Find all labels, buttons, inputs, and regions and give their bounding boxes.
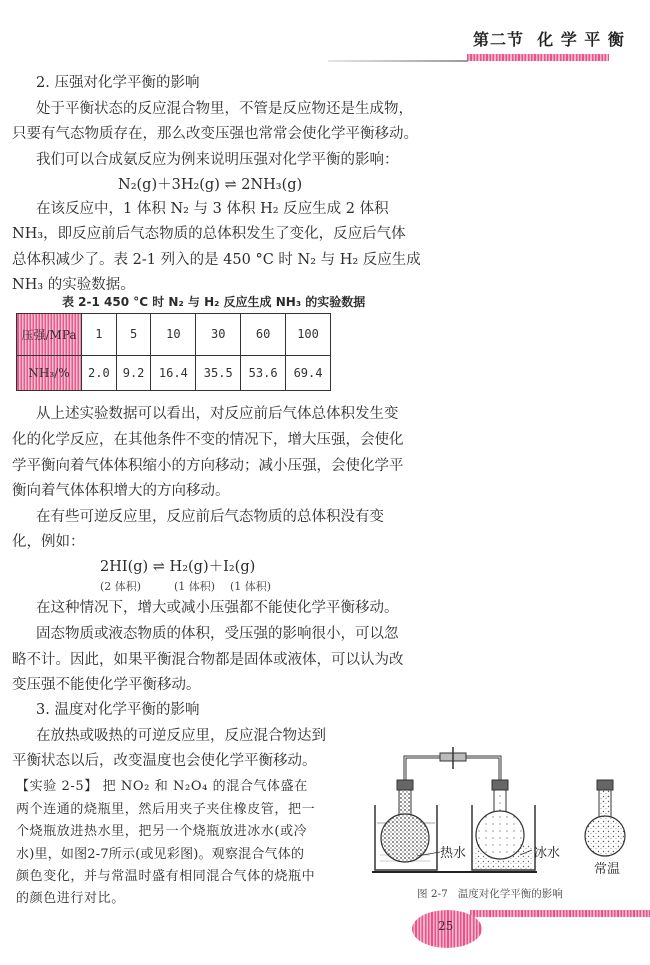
table-cell: 1 xyxy=(82,314,117,356)
table-cell: 16.4 xyxy=(151,355,196,390)
paragraph-line: 衡向着气体体积增大的方向移动。 xyxy=(12,483,230,499)
experiment-line: 两个连通的烧瓶里，然后用夹子夹住橡皮管，把一 xyxy=(16,802,316,817)
figure-flasks xyxy=(372,745,650,885)
table-row-pressure xyxy=(17,314,331,356)
table-cell: 9.2 xyxy=(116,355,151,390)
page-number: 25 xyxy=(438,919,454,933)
experiment-line: 的颜色进行对比。 xyxy=(16,891,125,906)
table-cell: 35.5 xyxy=(196,355,241,390)
section-heading: 2. 压强对化学平衡的影响 xyxy=(36,75,200,91)
volume-note: (1 体积) xyxy=(174,580,216,593)
experiment-line: 水)里，如图2-7所示(或见彩图)。观察混合气体的 xyxy=(16,847,305,862)
table-cell: 30 xyxy=(196,314,241,356)
paragraph-line: 总体积减少了。表 2-1 列入的是 450 °C 时 N₂ 与 H₂ 反应生成 xyxy=(12,252,421,268)
paragraph-line: 在这种情况下，增大或减小压强都不能使化学平衡移动。 xyxy=(36,600,399,616)
paragraph-line: NH₃ 的实验数据。 xyxy=(12,277,135,293)
header-rule xyxy=(328,60,468,62)
paragraph-line: 处于平衡状态的反应混合物里，不管是反应物还是生成物， xyxy=(36,101,413,117)
table-row-nh3 xyxy=(17,355,331,390)
table-cell: 69.4 xyxy=(286,355,331,390)
table-cell: 2.0 xyxy=(82,355,117,390)
volume-note: (2 体积) xyxy=(100,580,142,593)
paragraph-line: 变压强不能使化学平衡移动。 xyxy=(12,677,201,693)
paragraph-line: 在有些可逆反应里，反应前后气态物质的总体积没有变 xyxy=(36,509,384,525)
paragraph-line: 平衡状态以后，改变温度也会使化学平衡移动。 xyxy=(12,753,317,769)
equation-hi: 2HI(g) ⇌ H₂(g)＋I₂(g) xyxy=(100,559,256,575)
paragraph-line: 学平衡向着气体体积缩小的方向移动；减小压强，会使化学平 xyxy=(12,458,404,474)
paragraph-line: 固态物质或液态物质的体积，受压强的影响很小，可以忽 xyxy=(36,626,399,642)
header-stripe-decoration xyxy=(467,54,609,61)
paragraph-line: 略不计。因此，如果平衡混合物都是固体或液体，可以认为改 xyxy=(12,652,404,668)
experiment-line: 颜色变化，并与常温时盛有相同混合气体的烧瓶中 xyxy=(16,869,316,884)
footer-stripe-decoration xyxy=(470,910,650,917)
data-table xyxy=(16,313,331,391)
paragraph-line: 在该反应中，1 体积 N₂ 与 3 体积 H₂ 反应生成 2 体积 xyxy=(36,201,389,217)
experiment-line: 【实验 2-5】 把 NO₂ 和 N₂O₄ 的混合气体盛在 xyxy=(16,779,308,794)
paragraph-line: NH₃，即反应前后气态物质的总体积发生了变化，反应后气体 xyxy=(12,226,406,242)
table-cell: 100 xyxy=(286,314,331,356)
paragraph-line: 化，例如： xyxy=(12,534,85,550)
section-heading: 3. 温度对化学平衡的影响 xyxy=(36,702,200,718)
experiment-line: 个烧瓶放进热水里，把另一个烧瓶放进冰水(或冷 xyxy=(16,824,308,839)
volume-note: (1 体积) xyxy=(230,580,272,593)
paragraph-line: 化的化学反应，在其他条件不变的情况下，增大压强，会使化 xyxy=(12,432,404,448)
paragraph-line: 我们可以合成氨反应为例来说明压强对化学平衡的影响： xyxy=(36,152,399,168)
row-header: NH₃/% xyxy=(17,355,82,390)
label-hot-water: 热水 xyxy=(440,846,467,861)
table-cell: 5 xyxy=(116,314,151,356)
table-cell: 53.6 xyxy=(241,355,286,390)
figure-caption: 图 2-7 温度对化学平衡的影响 xyxy=(417,888,563,900)
row-header: 压强/MPa xyxy=(17,314,82,356)
paragraph-line: 从上述实验数据可以看出，对反应前后气体总体积发生变 xyxy=(36,406,399,422)
paragraph-line: 只要有气态物质存在，那么改变压强也常常会使化学平衡移动。 xyxy=(12,126,418,142)
table-cell: 60 xyxy=(241,314,286,356)
label-room-temp: 常温 xyxy=(594,862,621,877)
section-title: 第二节 化 学 平 衡 xyxy=(473,30,625,49)
table-cell: 10 xyxy=(151,314,196,356)
table-caption: 表 2-1 450 °C 时 N₂ 与 H₂ 反应生成 NH₃ 的实验数据 xyxy=(62,295,366,309)
equation-ammonia: N₂(g)＋3H₂(g) ⇌ 2NH₃(g) xyxy=(118,177,303,193)
label-ice-water: 冰水 xyxy=(534,846,561,861)
paragraph-line: 在放热或吸热的可逆反应里，反应混合物达到 xyxy=(36,728,326,744)
